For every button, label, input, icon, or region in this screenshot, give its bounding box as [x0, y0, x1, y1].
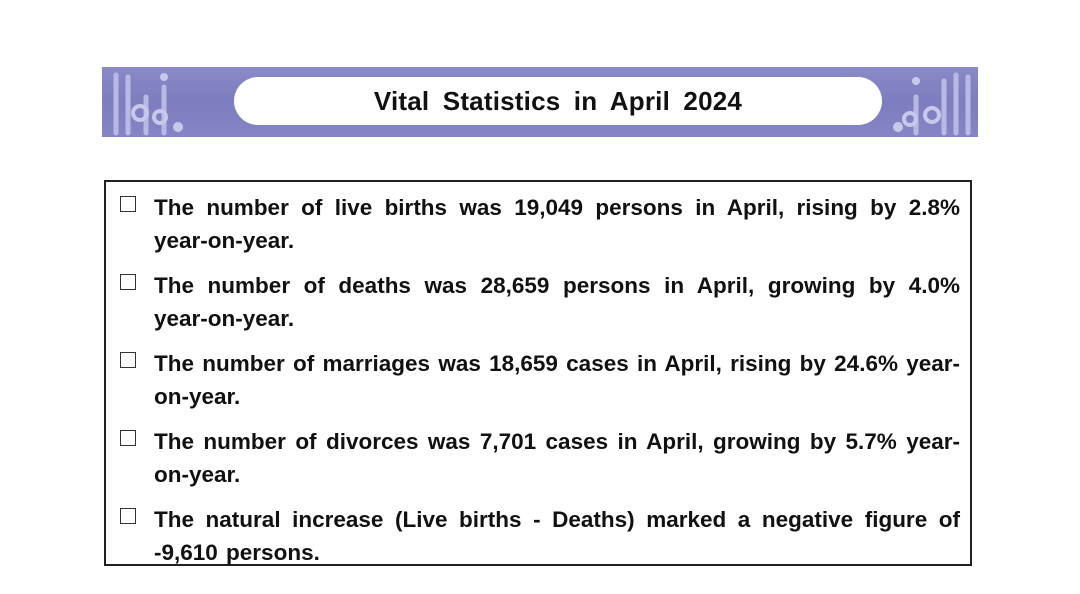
item-text-live-births: The number of live births was 19,049 persons in April, rising by 2.8% year-on-year. [154, 195, 960, 253]
list-item [120, 425, 960, 491]
list-item [120, 191, 960, 257]
page-title: Vital Statistics in April 2024 [373, 85, 743, 116]
title-pill [234, 77, 882, 125]
item-text-deaths: The number of deaths was 28,659 persons in April, growing by 4.0% year-on-year. [154, 273, 960, 331]
title-banner [102, 67, 978, 137]
checkbox-icon [120, 274, 136, 290]
checkbox-icon [120, 430, 136, 446]
item-text-marriages: The number of marriages was 18,659 cases in April, rising by 24.6% year-on-year. [154, 351, 961, 409]
checkbox-icon [120, 196, 136, 212]
item-text-divorces: The number of divorces was 7,701 cases in April, growing by 5.7% year-on-year. [154, 429, 960, 487]
bar-graphic-right-icon [888, 67, 978, 137]
checkbox-icon [120, 508, 136, 524]
summary-box [104, 180, 972, 566]
list-item [120, 503, 960, 569]
list-item [120, 269, 960, 335]
bar-graphic-left-icon [102, 67, 192, 137]
item-text-natural-increase: The natural increase (Live births - Deaths) marked a negative figure of -9,610 persons. [154, 507, 960, 565]
checkbox-icon [120, 352, 136, 368]
list-item [120, 347, 960, 413]
